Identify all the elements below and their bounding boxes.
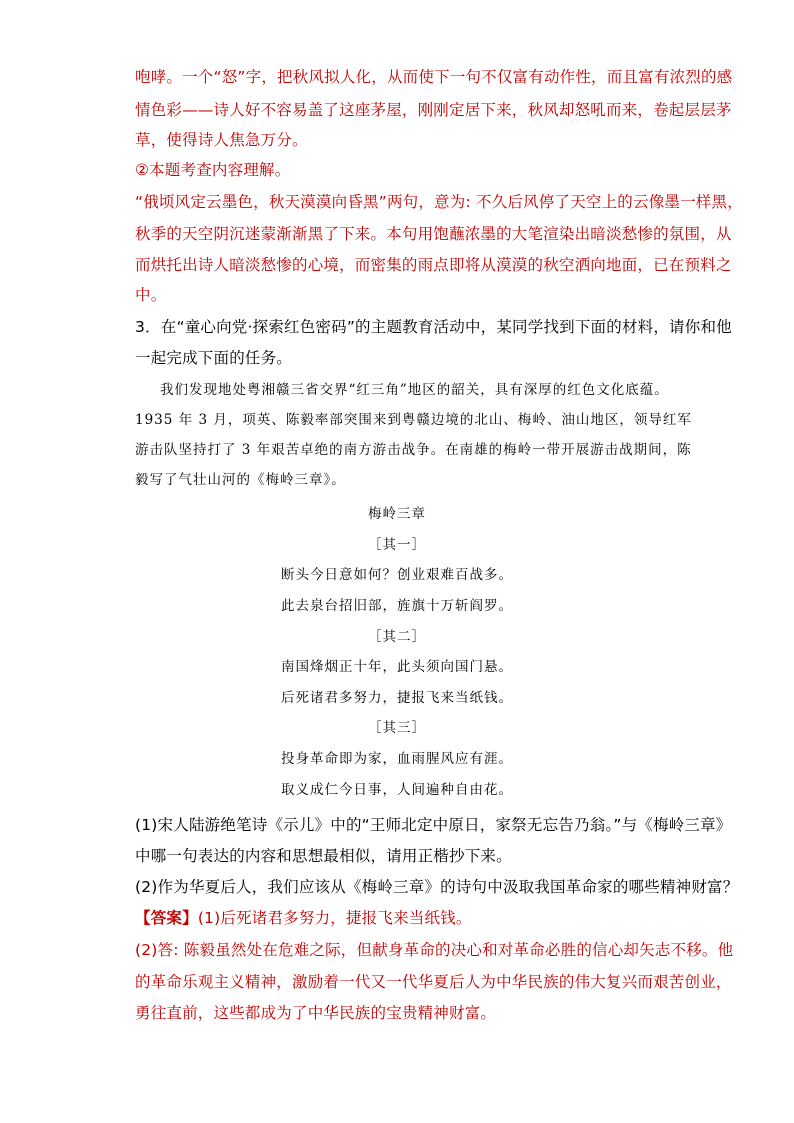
analysis-line: 而烘托出诗人暗淡愁惨的心境，而密集的雨点即将从漠漠的秋空洒向地面，已在预料之 xyxy=(135,256,732,274)
sub-question-1: (1)宋人陆游绝笔诗《示儿》中的“王师北定中原日，家祭无忘告乃翁。”与《梅岭三章》 xyxy=(135,816,732,834)
material-paragraph: 我们发现地处粤湘赣三省交界“红三角”地区的韶关，具有深厚的红色文化底蕴。 xyxy=(160,382,669,398)
answer-tag: 【答案】 xyxy=(135,909,198,927)
sub-question-2: (2)作为华夏后人，我们应该从《梅岭三章》的诗句中汲取我国革命家的哪些精神财富？ xyxy=(135,878,739,896)
answer-1 xyxy=(135,908,472,928)
analysis-line: 秋季的天空阴沉迷蒙渐渐黑了下来。本句用饱蘸浓墨的大笔渲染出暗淡愁惨的氛围，从 xyxy=(135,225,732,243)
analysis-line: “俄顷风定云墨色，秋天漠漠向昏黑”两句，意为: 不久后风停了天空上的云像墨一样黑， xyxy=(135,193,743,211)
analysis-point-2: ②本题考查内容理解。 xyxy=(135,161,291,179)
poem-line: 后死诸君多努力，捷报飞来当纸钱。 xyxy=(281,690,513,706)
answer-2-text: 的革命乐观主义精神，激励着一代又一代华夏后人为中华民族的伟大复兴而艰苦创业， xyxy=(135,973,732,991)
poem-line: 此去泉台招旧部，旌旗十万斩阎罗。 xyxy=(281,598,513,614)
analysis-line: 咆哮。一个“怒”字，把秋风拟人化，从而使下一句不仅富有动作性，而且富有浓烈的感 xyxy=(135,68,733,86)
poem-part-heading: ［其二］ xyxy=(368,629,426,645)
sub-question-1: 中哪一句表达的内容和思想最相似，请用正楷抄下来。 xyxy=(135,847,512,865)
poem-part-heading: ［其一］ xyxy=(368,537,426,553)
material-paragraph: 毅写了气壮山河的《梅岭三章》。 xyxy=(135,472,346,488)
analysis-line: 中。 xyxy=(135,286,167,304)
poem-title: 梅岭三章 xyxy=(368,506,426,522)
material-paragraph: 游击队坚持打了 3 年艰苦卓绝的南方游击战争。在南雄的梅岭一带开展游击战期间，陈 xyxy=(135,442,692,458)
answer-2-text: 答: 陈毅虽然处在危难之际，但献身革命的决心和对革命必胜的信心却矢志不移。他 xyxy=(157,941,734,959)
poem-part-heading: ［其三］ xyxy=(368,720,426,736)
answer-1-text: (1)后死诸君多努力，捷报飞来当纸钱。 xyxy=(197,909,472,927)
answer-2-prefix: (2) xyxy=(135,941,158,959)
poem-line: 南国烽烟正十年，此头须向国门悬。 xyxy=(281,659,513,675)
analysis-line: 草，使得诗人焦急万分。 xyxy=(135,131,308,149)
question-3-stem: 一起完成下面的任务。 xyxy=(135,349,293,367)
question-3-stem: 3．在“童心向党·探索红色密码”的主题教育活动中，某同学找到下面的材料，请你和他 xyxy=(135,318,732,336)
material-paragraph: 1935 年 3 月，项英、陈毅率部突围来到粤赣边境的北山、梅岭、油山地区，领导红军 xyxy=(135,412,692,428)
answer-2 xyxy=(135,940,733,960)
answer-2-text: 勇往直前，这些都成为了中华民族的宝贵精神财富。 xyxy=(135,1004,497,1022)
poem-line: 取义成仁今日事，人间遍种自由花。 xyxy=(281,782,513,798)
poem-line: 断头今日意如何？创业艰难百战多。 xyxy=(281,567,513,583)
analysis-line: 情色彩——诗人好不容易盖了这座茅屋，刚刚定居下来，秋风却怒吼而来，卷起层层茅 xyxy=(135,101,732,119)
poem-line: 投身革命即为家，血雨腥风应有涯。 xyxy=(281,751,513,767)
